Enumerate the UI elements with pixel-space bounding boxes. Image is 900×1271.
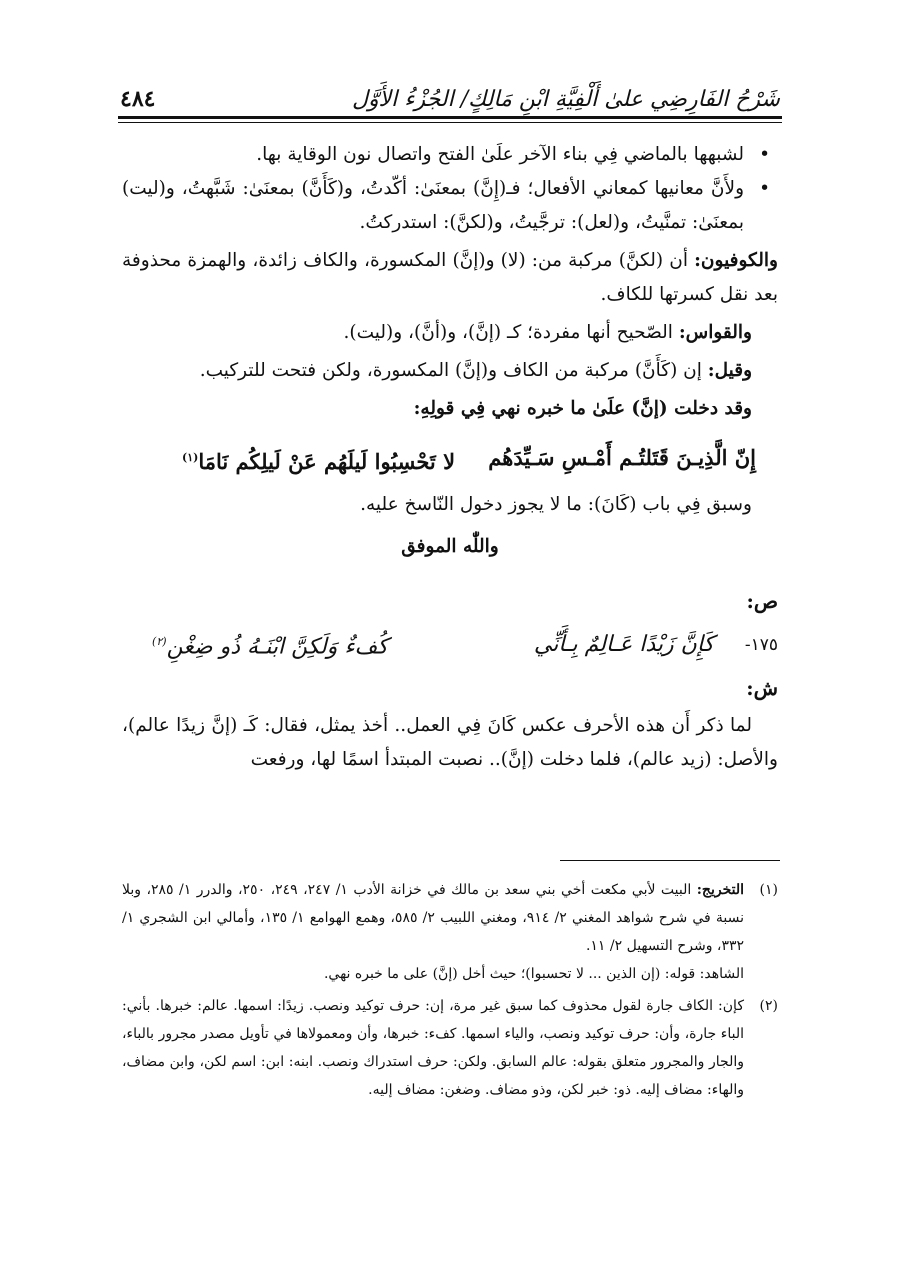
footnote-witness: الشاهد: قوله: (إن الذين ... لا تحسبوا)؛ حيث أخل (إنَّ) على ما خبره نهي. (323, 966, 744, 982)
label-sad: ص: (746, 589, 778, 613)
footnote-ref[interactable]: (٢) (152, 635, 167, 648)
verse-number: ١٧٥- (744, 634, 778, 655)
verse-second-hemistich: كُفءٌ وَلَكِنَّ ابْنَـهُ ذُو ضِغْنِ$^{(٢)}$ (152, 634, 388, 660)
poetry-verse-175 (122, 620, 778, 669)
paragraph-text: إن (كَأَنَّ) مركبة من الكاف و(إنَّ) المكسورة، ولكن فتحت للتركيب. (199, 360, 702, 381)
paragraph-intro-verse: وقد دخلت (إنَّ) علَىٰ ما خبره نهي فِي قولِهِ: (413, 398, 752, 419)
footnote-label: التخريج: (696, 882, 745, 898)
paragraph-qawwas (122, 316, 778, 350)
paragraph-text: الصّحيح أنها مفردة؛ كـ (إنَّ)، و(أنَّ)، و(ليت). (343, 322, 673, 343)
header-rule-thick (118, 116, 782, 119)
footnote-text: كإن: الكاف جارة لقول محذوف كما سبق غير مرة، إن: حرف توكيد ونصب. زيدًا: اسمها. عالم: خبرها. بأني: الباء جارة، وأن: حرف توكيد ونصب، والياء اسمها. كفء: خبرها، وأن ومعمولاها في تأويل مصدر مجرور بالباء، والجار والمجرور متعلق بقوله: عالم السابق. ولكن: حرف استدراك ونصب. ابنه: ابن: اسم لكن، وابن مضاف، والهاء: مضاف إليه. ذو: خبر لكن، وذو مضاف. وضغن: مضاف إليه. (122, 998, 744, 1098)
label-shin: ش: (746, 676, 778, 701)
header-rule-thin (118, 122, 782, 123)
footnote-marker: (١) (759, 882, 778, 898)
poetry-verse-1 (122, 438, 778, 482)
verse-first-hemistich: إِنّ الَّذِيـنَ قَتَلتُـم أَمْـسِ سَـيِّدَهُم (488, 445, 756, 470)
verse-first-hemistich: كَإِنَّ زَيْدًا عَـالِمٌ بِـأَنِّي (533, 631, 714, 657)
bullet-item: • لشبهها بالماضي فِي بناء الآخر علَىٰ الفتح واتصال نون الوقاية بها. (122, 138, 778, 172)
paragraph-kana: وسبق فِي باب (كَانَ): ما لا يجوز دخول النّاسخ عليه. (360, 494, 752, 515)
main-text (122, 138, 778, 777)
paragraph-lead: والقواس: (678, 322, 752, 343)
footnote-marker: (٢) (759, 998, 778, 1014)
paragraph-lead: وقيل: (707, 360, 752, 381)
footnote-ref[interactable]: (١) (182, 451, 199, 464)
paragraph-explanation: لما ذكر أَن هذه الأحرف عكس كَانَ فِي العمل.. أخذ يمثل، فقال: كَـ (إنَّ زيدًا عالم)، والأصل: (زيد عالم)، فلما دخلت (إنَّ).. نصبت المبتدأ اسمًا لها، ورفعت (122, 715, 778, 771)
paragraph-qila (122, 354, 778, 388)
closing-phrase: واللّٰه الموفق (401, 536, 499, 557)
footnote-text: البيت لأبي مكعت أخي بني سعد بن مالك في خزانة الأدب ١/ ٢٤٧، ٢٤٩، ٢٥٠، والدرر ١/ ٢٨٥، وبلا نسبة في شرح شواهد المغني ٢/ ٩١٤، ومغني اللبيب ٢/ ٥٨٥، وهمع الهوامع ١/ ١٣٥، وأمالي ابن الشجري ١/ ٣٣٢، وشرح التسهيل ٢/ ١١. (122, 882, 745, 954)
bullet-item: • ولأَنَّ معانيها كمعاني الأفعال؛ فـ(إِنَّ) بمعنَىٰ: أكّدتُ، و(كَأَنَّ) بمعنَىٰ: شَبَّهتُ، و(ليت) بمعنَىٰ: تمنَّيتُ، و(لعل): ترجَّيتُ، و(لكنَّ): استدركتُ. (122, 172, 778, 240)
header-title: شَرْحُ الفَارِضِي علىٰ أَلْفِيَّةِ ابْنِ مَالِكٍ/ الجُزْءُ الأَوَّل (351, 87, 780, 112)
footnotes (122, 876, 778, 1108)
footnote-2 (122, 992, 778, 1104)
verse-second-hemistich: لا تَحْسِبُوا لَيلَهُم عَنْ لَيلِكُم نَامَا$^{(١)}$ (182, 449, 456, 474)
paragraph-kufiyyun (122, 244, 778, 312)
footnote-separator (560, 860, 780, 861)
running-header (120, 72, 780, 112)
page-number: ٤٨٤ (120, 86, 156, 112)
paragraph-text: أن (لكنَّ) مركبة من: (لا) و(إنَّ) المكسورة، والكاف زائدة، والهمزة محذوفة بعد نقل كسرتها للكاف. (122, 250, 778, 305)
paragraph-lead: والكوفيون: (694, 250, 778, 271)
footnote-1 (122, 876, 778, 988)
